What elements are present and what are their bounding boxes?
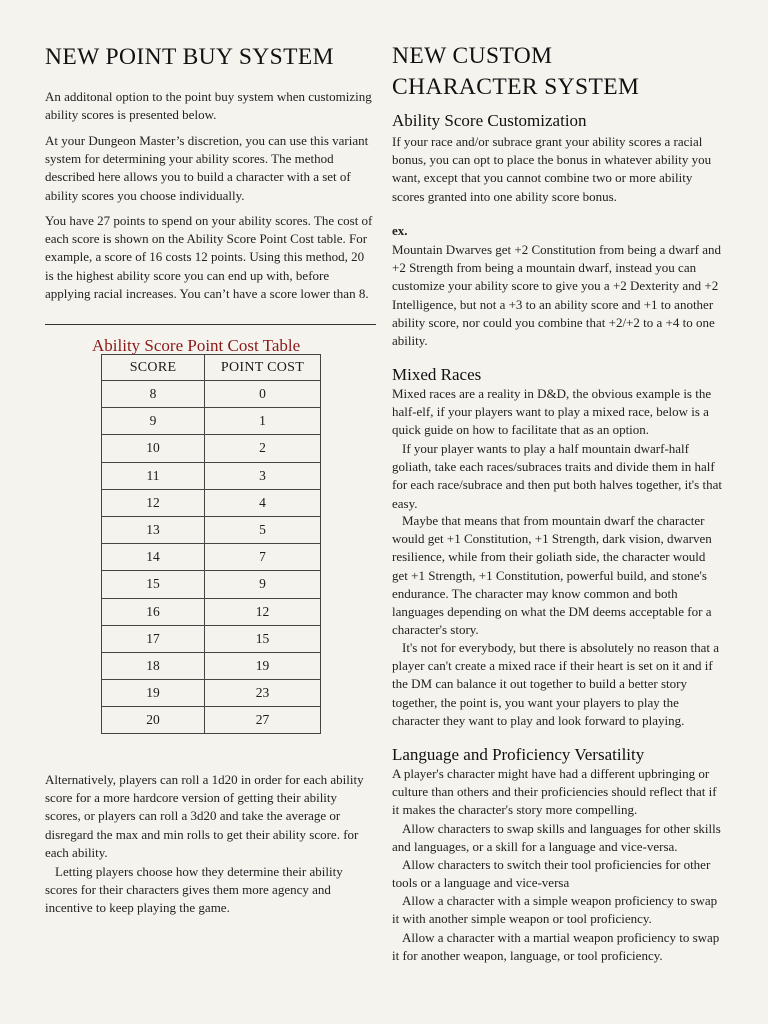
left-intro: An additonal option to the point buy system when customizing ability scores is presented below. (45, 89, 372, 123)
table-row (102, 381, 321, 408)
score-cell: 19 (102, 680, 205, 707)
section-divider (45, 324, 376, 325)
cost-cell: 0 (205, 381, 321, 408)
left-para-4: Letting players choose how they determine their ability scores for their characters gives them more agency and incentive to keep playing the game. (45, 864, 343, 916)
language-para-4: Allow a character with a simple weapon proficiency to swap it with another simple weapon or tool proficiency. (392, 893, 718, 927)
cost-cell: 5 (205, 516, 321, 543)
mixed-para-1: Mixed races are a reality in D&D, the obvious example is the half-elf, if your players want to play a mixed race, below is a quick guide on how to facilitate that as an option. (392, 386, 712, 438)
table-row (102, 544, 321, 571)
example-label: ex. (392, 223, 408, 238)
score-cell: 12 (102, 489, 205, 516)
table-row (102, 652, 321, 679)
table-header-row (102, 355, 321, 381)
left-para-3: Alternatively, players can roll a 1d20 in order for each ability score for a more hardcore version of getting their ability scores, or players can roll a 3d20 and take the average or disregard the max and min rolls to get their ability score. for each ability. (45, 772, 364, 860)
table-row (102, 571, 321, 598)
table-row (102, 408, 321, 435)
table-row (102, 598, 321, 625)
cost-cell: 3 (205, 462, 321, 489)
score-cell: 9 (102, 408, 205, 435)
language-para-2: Allow characters to swap skills and languages for other skills and languages, or a skill for a language and vice-versa. (392, 821, 721, 855)
table-row (102, 625, 321, 652)
score-cell: 14 (102, 544, 205, 571)
right-title: NEW CUSTOM CHARACTER SYSTEM (392, 43, 640, 100)
table-row (102, 435, 321, 462)
table-row (102, 680, 321, 707)
table-row (102, 489, 321, 516)
section-heading-language: Language and Proficiency Versatility (392, 745, 645, 764)
cost-cell: 27 (205, 707, 321, 734)
language-para-3: Allow characters to switch their tool proficiencies for other tools or a language and vice-versa (392, 857, 711, 891)
score-cell: 10 (102, 435, 205, 462)
cost-cell: 15 (205, 625, 321, 652)
cost-cell: 2 (205, 435, 321, 462)
left-title: NEW POINT BUY SYSTEM (45, 44, 334, 70)
score-cell: 18 (102, 652, 205, 679)
cost-cell: 12 (205, 598, 321, 625)
section-heading-ability-score: Ability Score Customization (392, 111, 587, 130)
mixed-para-4: It's not for everybody, but there is absolutely no reason that a player can't create a mixed race if their heart is set on it and if the DM can balance it out together to build a better story together, the point is, you want your players to play the character they want to play and look forward to playing. (392, 640, 720, 728)
cost-cell: 7 (205, 544, 321, 571)
language-para-5: Allow a character with a martial weapon proficiency to swap it for another weapon, language, or tool proficiency. (392, 930, 720, 964)
table-title: Ability Score Point Cost Table (92, 336, 301, 355)
cost-cell: 9 (205, 571, 321, 598)
left-para-1: At your Dungeon Master’s discretion, you can use this variant system for determining your ability scores. The method described here allows you to build a character with a set of ability scores you choose individually. (45, 133, 369, 203)
cost-cell: 23 (205, 680, 321, 707)
cost-cell: 19 (205, 652, 321, 679)
table-row (102, 462, 321, 489)
table-row (102, 707, 321, 734)
cost-cell: 4 (205, 489, 321, 516)
score-cell: 17 (102, 625, 205, 652)
ability-para-1: If your race and/or subrace grant your ability scores a racial bonus, you can opt to place the bonus in whatever ability you want, except that you cannot combine two or more ability scores granted into one ability score bonus. (392, 134, 712, 204)
score-cell: 16 (102, 598, 205, 625)
point-cost-table (101, 354, 321, 734)
mixed-para-3: Maybe that means that from mountain dwarf the character would get +1 Constitution, +1 Strength, dark vision, dwarven resilience, while from their goliath side, the character would get +1 Strength, +1 Constitution, powerful build, and stone's endurance. The character may know common and both languages depending on what the DM deems acceptable for a character's story. (392, 513, 712, 638)
section-heading-mixed-races: Mixed Races (392, 365, 482, 384)
ability-para-2: Mountain Dwarves get +2 Constitution from being a dwarf and +2 Strength from being a mountain dwarf, instead you can customize your ability score to give you a +2 Dexterity and +2 Intelligence, but not a +3 to an ability score and +1 to another ability score, nor could you combine that +2/+2 to a +4 to one ability. (392, 242, 722, 349)
score-cell: 20 (102, 707, 205, 734)
cost-cell: 1 (205, 408, 321, 435)
header-point-cost: POINT COST (205, 355, 321, 381)
score-cell: 8 (102, 381, 205, 408)
table-row (102, 516, 321, 543)
language-para-1: A player's character might have had a different upbringing or culture than others and their proficiencies should reflect that if it makes the character's story more compelling. (392, 766, 717, 818)
left-para-2: You have 27 points to spend on your ability scores. The cost of each score is shown on the Ability Score Point Cost table. For example, a score of 16 costs 12 points. Using this method, 20 is the highest ability score you can end up with, before applying racial increases. You can’t have a score lower than 8. (45, 213, 373, 301)
score-cell: 11 (102, 462, 205, 489)
mixed-para-2: If your player wants to play a half mountain dwarf-half goliath, take each races/subraces traits and divide them in half for each race/subrace and then put both halves together, it's that easy. (392, 441, 722, 511)
score-cell: 13 (102, 516, 205, 543)
header-score: SCORE (102, 355, 205, 381)
score-cell: 15 (102, 571, 205, 598)
